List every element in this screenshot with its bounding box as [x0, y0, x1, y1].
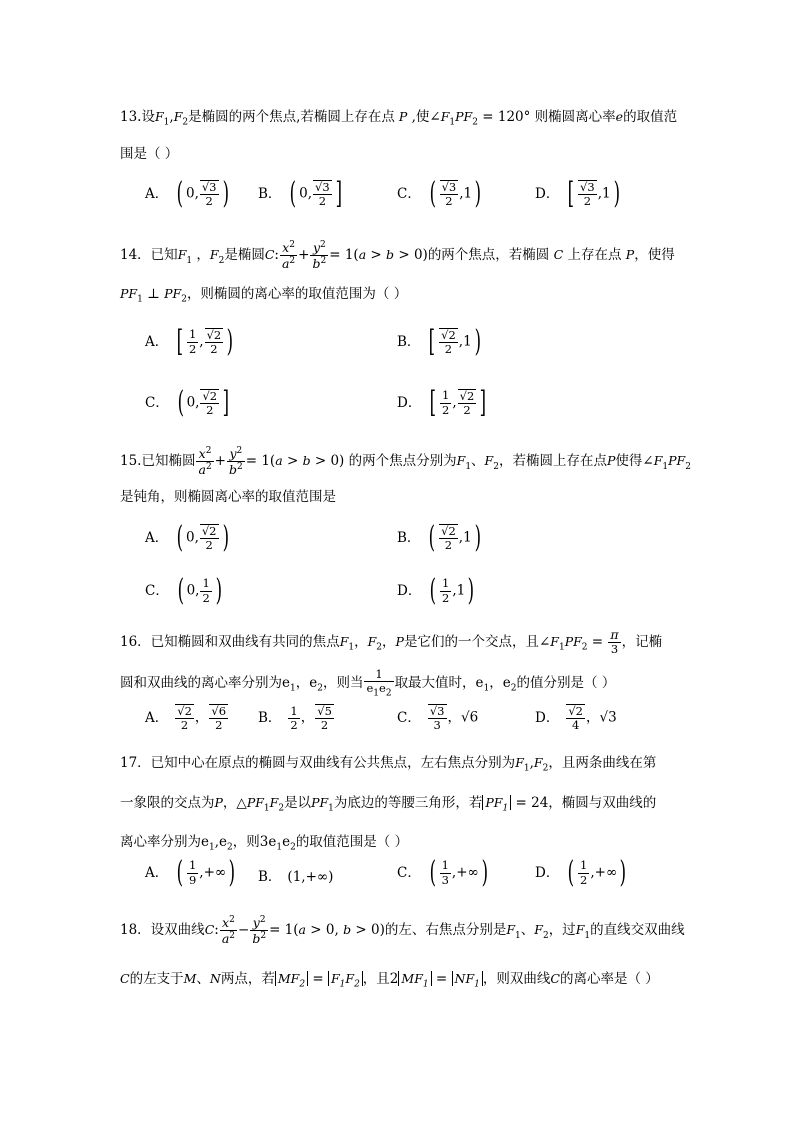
- q17-line2: 一象限的交点为P，$\triangle PF_1F_2$是以$PF_1$为底边的等腰三角形，若 $PF_1 = 24$，椭圆与双曲线的: [120, 795, 657, 814]
- q16-option-d[interactable]: D． $\frac{√2}{4}$ ，√3: [535, 704, 617, 733]
- q15-line2: 是钝角，则椭圆离心率的取值范围是: [120, 489, 336, 505]
- q14-option-d[interactable]: D． [ $\frac{1}{2}$ , $\frac{√2}{2}$ ]: [397, 385, 487, 420]
- q13-option-b[interactable]: B． ( 0, $\frac{√3}{2}$ ]: [258, 176, 342, 211]
- q13-line1: 13.设$F_1,F_2$是椭圆的两个焦点,若椭圆上存在点 P ,使$\angle F_1PF_2 = 120^\circ$ 则椭圆离心率e的取值范: [120, 109, 678, 128]
- q15-line1: 15.已知椭圆 $\frac{x^2}{a^2}$ + $\frac{y^2}{b^2}$ = 1(a > b > 0) 的两个焦点分别为$F_1$、$F_2$，若椭圆上存在点P使得$\angle F_1PF_2$: [120, 445, 691, 478]
- q13-option-d[interactable]: D． [ $\frac{√3}{2}$ ,1): [535, 176, 620, 211]
- q18-line1: 18．设双曲线C: $\frac{x^2}{a^2}$ − $\frac{y^2}{b^2}$ = 1(a > 0, b > 0)的左、右焦点分别是$F_1$、$F_2$，过$F_1$的直线交双曲线: [120, 914, 685, 947]
- q15-option-b[interactable]: B． ( $\frac{√2}{2}$ ,1): [397, 520, 481, 555]
- q16-line1: 16．已知椭圆和双曲线有共同的焦点$F_1$，$F_2$，P是它们的一个交点，且$\angle F_1PF_2$ = $\frac{\pi}{3}$ ，记椭: [120, 627, 663, 657]
- q14-option-a[interactable]: A． [ $\frac{1}{2}$ , $\frac{√2}{2}$ ): [145, 324, 234, 359]
- q17-option-d[interactable]: D． ( $\frac{1}{2}$ ,+∞): [535, 855, 627, 890]
- q15-option-d[interactable]: D． ( $\frac{1}{2}$ ,1): [397, 573, 475, 608]
- q14-line1: 14．已知$F_1$ ，$F_2$是椭圆C: $\frac{x^2}{a^2}$ + $\frac{y^2}{b^2}$ = 1(a > b > 0)的两个焦点，若椭圆 C 上存在点 P，使得: [120, 239, 675, 272]
- q13-line2: 围是（ ）: [120, 146, 179, 162]
- q17-option-c[interactable]: C． ( $\frac{1}{3}$ ,+∞): [397, 855, 488, 890]
- q14-option-c[interactable]: C． ( 0, $\frac{√2}{2}$ ]: [145, 385, 230, 420]
- q14-option-b[interactable]: B． [ $\frac{√2}{2}$ ,1): [397, 324, 481, 359]
- q14-line2: $PF_1$ ⊥ $PF_2$，则椭圆的离心率的取值范围为（ ）: [120, 286, 408, 305]
- q15-option-c[interactable]: C． ( 0, $\frac{1}{2}$ ): [145, 573, 222, 608]
- q16-option-a[interactable]: A． $\frac{√2}{2}$ ， $\frac{√6}{2}$: [145, 704, 227, 733]
- q13-option-a[interactable]: A． ( 0, $\frac{√3}{2}$ ): [145, 176, 229, 211]
- q17-line1: 17．已知中心在原点的椭圆与双曲线有公共焦点，左右焦点分别为$F_1,F_2$，且两条曲线在第: [120, 755, 657, 774]
- q17-option-a[interactable]: A． ( $\frac{1}{9}$ ,+∞): [145, 855, 236, 890]
- q16-line2: 圆和双曲线的离心率分别为$e_1$，$e_2$，则当 $\frac{1}{e_1e_2}$ 取最大值时，$e_1$，$e_2$的值分别是（ ）: [120, 667, 616, 699]
- q16-option-c[interactable]: C． $\frac{√3}{3}$ ，√6: [397, 704, 479, 733]
- q17-option-b[interactable]: B． (1,+∞): [258, 869, 334, 885]
- q16-option-b[interactable]: B． $\frac{1}{2}$ ， $\frac{√5}{2}$: [258, 703, 332, 733]
- q18-line2: C的左支于M、N两点，若 $MF_2 = F_1F_2$ ，且2 $MF_1 = NF_1$ ，则双曲线C的离心率是（ ）: [120, 971, 659, 990]
- q15-option-a[interactable]: A． ( 0, $\frac{√2}{2}$ ): [145, 520, 229, 555]
- q13-option-c[interactable]: C． ( $\frac{√3}{2}$ ,1): [397, 176, 482, 211]
- q17-line3: 离心率分别为$e_1,e_2$，则$3e_1e_2$的取值范围是（ ）: [120, 834, 409, 853]
